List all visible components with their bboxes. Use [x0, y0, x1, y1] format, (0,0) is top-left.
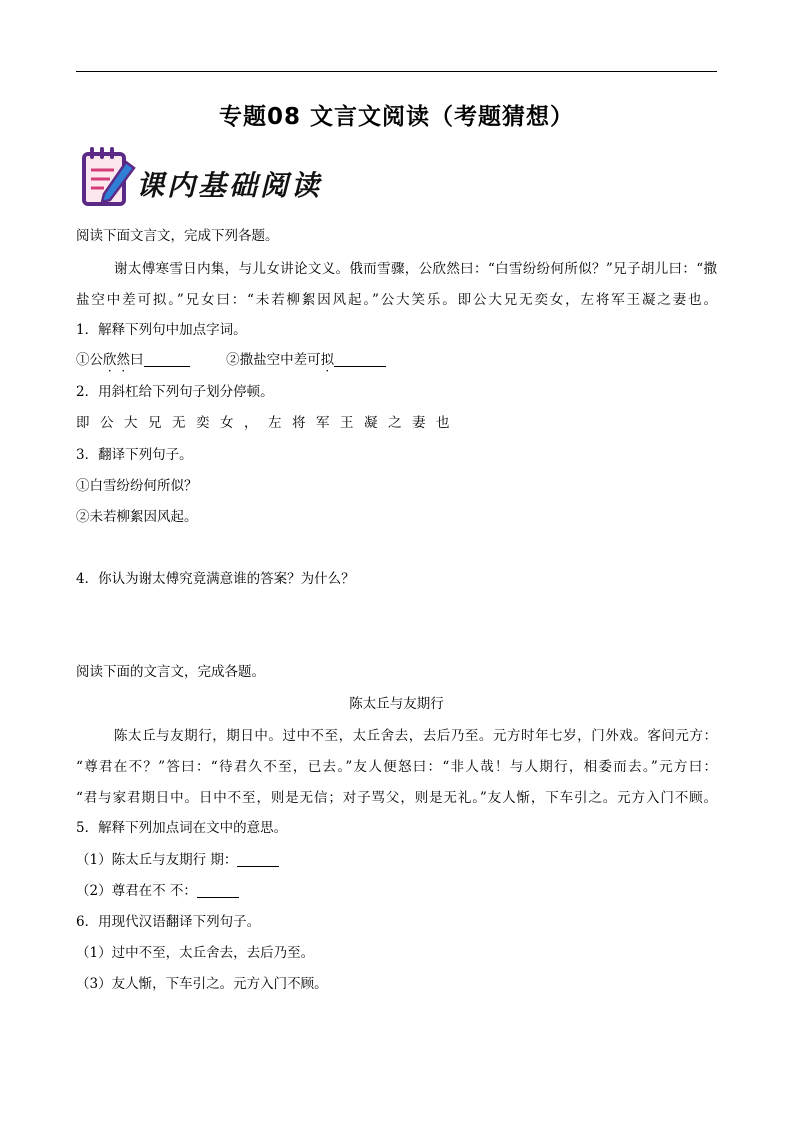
question-2: 2．用斜杠给下列句子划分停顿。 — [76, 384, 274, 400]
passage2-text-line-2: “尊君在不？”答曰：“待君久不至，已去。”友人便怒曰：“非人哉！与人期行，相委而去。”元方曰： — [76, 759, 717, 775]
passage2-title: 陈太丘与友期行 — [349, 696, 444, 712]
question-3: 3．翻译下列句子。 — [76, 447, 193, 463]
q1a-suffix: 曰 — [130, 352, 144, 368]
q1b-dotted-char: 拟 — [320, 352, 335, 368]
passage1-text-line-2: 盐空中差可拟。”兄女曰：“未若柳絮因风起。”公大笑乐。即公大兄无奕女，左将军王凝之妻也。 — [76, 292, 717, 308]
passage2-text-line-3: “君与家君期日中。日中不至，则是无信；对子骂父，则是无礼。”友人惭，下车引之。元方入门不顾。 — [76, 790, 717, 806]
passage1-intro: 阅读下面文言文，完成下列各题。 — [76, 228, 279, 244]
answer-blank-5b[interactable] — [197, 883, 239, 898]
question-5b — [76, 881, 239, 901]
question-3b: ②未若柳絮因风起。 — [76, 509, 198, 525]
question-1-items — [76, 350, 386, 370]
q1b-prefix: ②撒盐空中差可 — [226, 352, 321, 368]
notebook-pen-icon — [80, 146, 136, 208]
passage1-text-line-1: 谢太傅寒雪日内集，与儿女讲论文义。俄而雪骤，公欣然曰：“白雪纷纷何所似？”兄子胡儿曰：“撒 — [114, 261, 717, 277]
question-6: 6．用现代汉语翻译下列句子。 — [76, 914, 261, 930]
header-rule — [76, 71, 717, 72]
page-title: 专题08 文言文阅读（考题猜想） — [218, 104, 574, 130]
question-2-sentence: 即公大兄无奕女，左将军王凝之妻也 — [76, 415, 460, 431]
question-5: 5．解释下列加点词在文中的意思。 — [76, 820, 288, 836]
question-6a: （1）过中不至，太丘舍去，去后乃至。 — [76, 945, 315, 961]
passage2-text-line-1: 陈太丘与友期行，期日中。过中不至，太丘舍去，去后乃至。元方时年七岁，门外戏。客问元方： — [114, 728, 717, 744]
section-heading: 课内基础阅读 — [136, 169, 323, 202]
answer-blank-5a[interactable] — [237, 852, 279, 867]
section-banner — [80, 146, 400, 208]
q5b-text: （2）尊君在不 不： — [76, 883, 197, 899]
question-5a — [76, 850, 279, 870]
q1a-dotted-char-2: 然 — [116, 352, 130, 368]
q5a-text: （1）陈太丘与友期行 期： — [76, 852, 238, 868]
question-1: 1．解释下列句中加点字词。 — [76, 322, 247, 338]
passage2-intro: 阅读下面的文言文，完成各题。 — [76, 664, 265, 680]
question-3a: ①白雪纷纷何所似？ — [76, 478, 198, 494]
q1a-dotted-char-1: 欣 — [103, 352, 117, 368]
question-6b: （3）友人惭，下车引之。元方入门不顾。 — [76, 976, 328, 992]
answer-blank-1b[interactable] — [334, 352, 386, 367]
q1a-prefix: ①公 — [76, 352, 103, 368]
answer-blank-1a[interactable] — [144, 352, 190, 367]
question-4: 4．你认为谢太傅究竟满意谁的答案？为什么？ — [76, 571, 355, 587]
